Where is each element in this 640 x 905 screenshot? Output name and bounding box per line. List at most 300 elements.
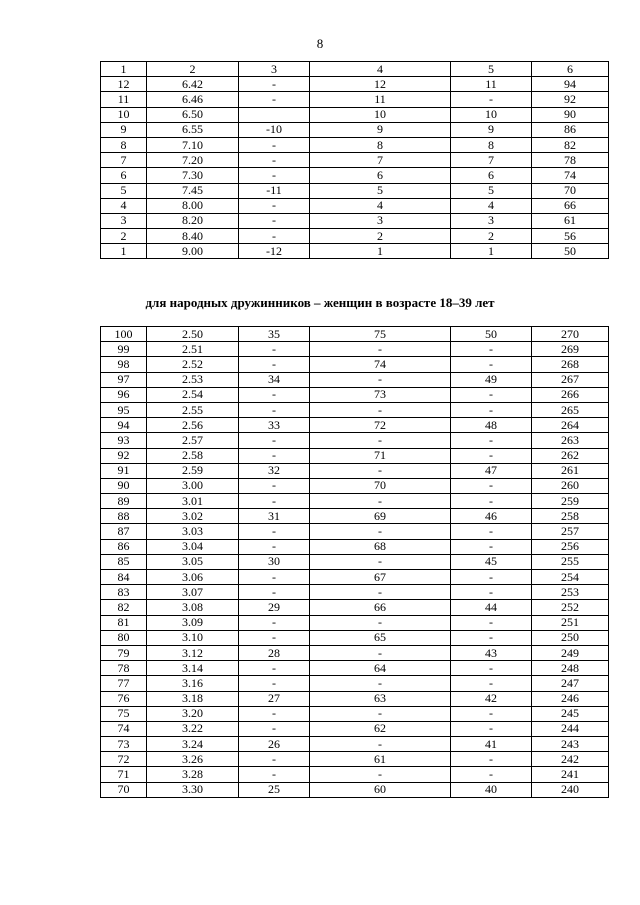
table-cell: 3.01 [147,494,239,509]
table-row [101,554,609,569]
table-cell: 95 [101,402,147,417]
table-cell: - [451,661,532,676]
table-cell: 88 [101,509,147,524]
table-cell: - [451,615,532,630]
table-cell: 27 [239,691,310,706]
table-row [101,327,609,342]
table-cell: 244 [532,721,609,736]
table-cell: 93 [101,433,147,448]
table-row [101,92,609,107]
table-cell: - [239,92,310,107]
table-cell: - [239,198,310,213]
table-row [101,372,609,387]
table-cell: 243 [532,737,609,752]
table-cell: 5 [101,183,147,198]
table-cell: 258 [532,509,609,524]
table-cell: 6.50 [147,107,239,122]
table-row [101,213,609,228]
table-cell: 2.55 [147,402,239,417]
table-cell: 11 [310,92,451,107]
table-cell: - [451,570,532,585]
table-cell: - [239,570,310,585]
table-cell: - [451,585,532,600]
table-cell: 1 [310,244,451,259]
table-cell: 7 [310,153,451,168]
table-cell: 25 [239,782,310,797]
table-cell: 246 [532,691,609,706]
table-cell: - [310,585,451,600]
table-row [101,737,609,752]
table-cell: 80 [101,630,147,645]
table-cell: 45 [451,554,532,569]
table-cell: 6 [310,168,451,183]
table-cell: - [239,752,310,767]
table-cell: 250 [532,630,609,645]
table-cell: - [239,630,310,645]
table-row [101,342,609,357]
table-cell: 35 [239,327,310,342]
table-cell: 73 [101,737,147,752]
table-cell: 10 [310,107,451,122]
table-cell: 84 [101,570,147,585]
table-cell: - [451,721,532,736]
table-cell: 64 [310,661,451,676]
table-cell: 6.46 [147,92,239,107]
table-cell: 9 [101,122,147,137]
table-cell: 70 [310,478,451,493]
table-cell: 259 [532,494,609,509]
table-cell: 86 [532,122,609,137]
table-row [101,122,609,137]
page-number: 8 [316,36,324,51]
table-cell: - [239,615,310,630]
table-cell: 3.12 [147,645,239,660]
table-cell: - [310,342,451,357]
table-cell: 44 [451,600,532,615]
table-row [101,782,609,797]
table-cell: - [239,539,310,554]
table-cell: 71 [310,448,451,463]
table-row [101,676,609,691]
table-cell: 3.06 [147,570,239,585]
table-cell: - [310,706,451,721]
table-cell: 3.08 [147,600,239,615]
table-cell: 42 [451,691,532,706]
table-cell: 3.26 [147,752,239,767]
table-cell: 34 [239,372,310,387]
table-cell: 261 [532,463,609,478]
table-row [101,387,609,402]
table-cell: 50 [451,327,532,342]
table-row [101,645,609,660]
table-cell: 41 [451,737,532,752]
table-cell: - [451,706,532,721]
table-cell: 1 [101,244,147,259]
table-cell: - [239,77,310,92]
table-cell: 3.22 [147,721,239,736]
table-cell: 3.04 [147,539,239,554]
header-cell: 2 [147,62,239,77]
table-cell: 3.10 [147,630,239,645]
table-cell: - [451,494,532,509]
results-table-top [100,61,609,259]
table-cell: - [451,478,532,493]
table-cell: 26 [239,737,310,752]
table-cell: - [239,229,310,244]
table-cell: 10 [101,107,147,122]
results-table-women-18-39 [100,326,609,798]
table-row [101,244,609,259]
header-cell: 4 [310,62,451,77]
table-cell: 4 [451,198,532,213]
table-cell: -12 [239,244,310,259]
table-cell: 77 [101,676,147,691]
table-cell: 72 [101,752,147,767]
table-cell: 1 [451,244,532,259]
table-cell: 92 [101,448,147,463]
table-cell: -11 [239,183,310,198]
table-cell: 3.00 [147,478,239,493]
table-cell: 61 [532,213,609,228]
table-cell: -10 [239,122,310,137]
table-cell: 29 [239,600,310,615]
table-row [101,661,609,676]
table-cell: - [239,168,310,183]
table-cell: - [310,463,451,478]
table-cell: 2.53 [147,372,239,387]
table-cell: 31 [239,509,310,524]
table-cell: - [451,92,532,107]
table-cell: - [451,752,532,767]
table-cell: 85 [101,554,147,569]
table-cell: 8 [101,137,147,152]
table-cell: 2 [101,229,147,244]
table-cell: 262 [532,448,609,463]
table-row [101,721,609,736]
table-cell [239,107,310,122]
table-cell: 255 [532,554,609,569]
table-cell: 62 [310,721,451,736]
table-cell: 67 [310,570,451,585]
table-cell: 70 [532,183,609,198]
table-cell: 270 [532,327,609,342]
table-row [101,183,609,198]
table-row [101,752,609,767]
table-row [101,630,609,645]
header-cell: 5 [451,62,532,77]
table-cell: - [451,524,532,539]
table-cell: 28 [239,645,310,660]
table-cell: 3 [451,213,532,228]
table-cell: - [310,554,451,569]
table-cell: - [239,402,310,417]
table-cell: 69 [310,509,451,524]
table-cell: 240 [532,782,609,797]
table-cell: 82 [532,137,609,152]
table-header-row [101,62,609,77]
table-row [101,570,609,585]
table-cell: - [310,372,451,387]
table-cell: - [451,433,532,448]
table-row [101,706,609,721]
table-cell: 3.02 [147,509,239,524]
table-cell: 98 [101,357,147,372]
table-cell: - [239,494,310,509]
table-row [101,402,609,417]
table-cell: 2.50 [147,327,239,342]
table-cell: 7.20 [147,153,239,168]
table-cell: 92 [532,92,609,107]
table-cell: 79 [101,645,147,660]
table-cell: 257 [532,524,609,539]
table-cell: 265 [532,402,609,417]
table-cell: 74 [532,168,609,183]
table-cell: 2.56 [147,418,239,433]
table-cell: 269 [532,342,609,357]
table-cell: 6 [101,168,147,183]
table-cell: 7.10 [147,137,239,152]
table-cell: 3.16 [147,676,239,691]
table-cell: 3.20 [147,706,239,721]
table-row [101,357,609,372]
table-cell: 3.09 [147,615,239,630]
table-row [101,198,609,213]
table-row [101,585,609,600]
table-cell: - [310,737,451,752]
table-cell: 3.30 [147,782,239,797]
table-cell: 33 [239,418,310,433]
table-row [101,229,609,244]
table-cell: - [239,342,310,357]
table-cell: - [451,539,532,554]
table-cell: 100 [101,327,147,342]
table-cell: 5 [310,183,451,198]
table-cell: 2.58 [147,448,239,463]
table-cell: - [239,524,310,539]
table-cell: 247 [532,676,609,691]
table-cell: - [239,433,310,448]
table-cell: 3.07 [147,585,239,600]
table-cell: 10 [451,107,532,122]
table-cell: 6.55 [147,122,239,137]
table-cell: 89 [101,494,147,509]
table-row [101,615,609,630]
table-cell: 4 [101,198,147,213]
table-cell: 268 [532,357,609,372]
table-cell: 12 [310,77,451,92]
table-cell: 11 [451,77,532,92]
table-cell: 249 [532,645,609,660]
table-row [101,600,609,615]
table-cell: 3.24 [147,737,239,752]
table-cell: 46 [451,509,532,524]
table-cell: - [239,585,310,600]
table-row [101,539,609,554]
table-cell: 75 [101,706,147,721]
table-cell: 68 [310,539,451,554]
table-cell: 11 [101,92,147,107]
table-cell: 94 [532,77,609,92]
table-cell: 75 [310,327,451,342]
table-cell: 2 [451,229,532,244]
table-cell: - [451,676,532,691]
table-cell: 9.00 [147,244,239,259]
table-cell: 30 [239,554,310,569]
table-cell: 6.42 [147,77,239,92]
table-cell: 245 [532,706,609,721]
table-cell: 96 [101,387,147,402]
table-cell: 65 [310,630,451,645]
table-cell: 73 [310,387,451,402]
table-row [101,448,609,463]
table-cell: 5 [451,183,532,198]
table-cell: 48 [451,418,532,433]
table-row [101,463,609,478]
table-cell: - [239,721,310,736]
table-cell: 254 [532,570,609,585]
table-cell: 91 [101,463,147,478]
table-cell: 97 [101,372,147,387]
table-cell: 7 [451,153,532,168]
table-cell: - [451,767,532,782]
table-row [101,433,609,448]
table-cell: 3 [310,213,451,228]
table-cell: 56 [532,229,609,244]
table-cell: 2.52 [147,357,239,372]
table-cell: - [310,402,451,417]
table-row [101,153,609,168]
table-cell: - [239,706,310,721]
table-cell: 3.18 [147,691,239,706]
table-row [101,691,609,706]
table-cell: 82 [101,600,147,615]
table-cell: 61 [310,752,451,767]
table-cell: - [451,342,532,357]
header-cell: 1 [101,62,147,77]
table-cell: 253 [532,585,609,600]
table-cell: 241 [532,767,609,782]
table-cell: 47 [451,463,532,478]
table-cell: - [239,137,310,152]
table-cell: 2.54 [147,387,239,402]
table-cell: 267 [532,372,609,387]
table-cell: 90 [101,478,147,493]
table-cell: 72 [310,418,451,433]
table-cell: 264 [532,418,609,433]
header-cell: 6 [532,62,609,77]
table-row [101,168,609,183]
table-cell: 8.40 [147,229,239,244]
table-cell: 8 [310,137,451,152]
table-cell: 2.51 [147,342,239,357]
table-row [101,767,609,782]
table-cell: 8.00 [147,198,239,213]
table-cell: - [310,645,451,660]
table-cell: 9 [451,122,532,137]
table-cell: - [310,767,451,782]
table-cell: 4 [310,198,451,213]
table-cell: 2 [310,229,451,244]
table-cell: 78 [101,661,147,676]
table-cell: 263 [532,433,609,448]
table-row [101,494,609,509]
table-cell: - [239,357,310,372]
table-cell: - [310,524,451,539]
table-cell: 7.30 [147,168,239,183]
table-cell: 3 [101,213,147,228]
table-cell: - [310,676,451,691]
table-cell: - [310,615,451,630]
table-row [101,77,609,92]
table-row [101,478,609,493]
table-cell: 78 [532,153,609,168]
table-cell: 3.03 [147,524,239,539]
table-cell: - [451,448,532,463]
table-cell: 43 [451,645,532,660]
table-cell: 49 [451,372,532,387]
table-cell: 99 [101,342,147,357]
table-cell: 74 [101,721,147,736]
table-cell: - [310,433,451,448]
table-cell: - [451,402,532,417]
table-cell: 248 [532,661,609,676]
table-cell: 81 [101,615,147,630]
table-cell: 8.20 [147,213,239,228]
table-row [101,137,609,152]
table-cell: 7.45 [147,183,239,198]
table-cell: - [239,676,310,691]
section-heading: для народных дружинников – женщин в возрасте 18–39 лет [145,295,495,310]
table-cell: 3.14 [147,661,239,676]
table-cell: - [451,387,532,402]
table-cell: 94 [101,418,147,433]
table-cell: - [239,448,310,463]
table-row [101,509,609,524]
table-row [101,107,609,122]
table-cell: 71 [101,767,147,782]
table-cell: - [239,661,310,676]
table-cell: - [239,387,310,402]
table-cell: 242 [532,752,609,767]
table-cell: 2.57 [147,433,239,448]
table-cell: 3.28 [147,767,239,782]
table-cell: 256 [532,539,609,554]
table-cell: 2.59 [147,463,239,478]
table-cell: 76 [101,691,147,706]
table-cell: 8 [451,137,532,152]
table-row [101,418,609,433]
table-cell: - [239,478,310,493]
table-cell: - [451,357,532,372]
table-row [101,524,609,539]
table-cell: 74 [310,357,451,372]
table-cell: 251 [532,615,609,630]
table-cell: 66 [532,198,609,213]
table-cell: 86 [101,539,147,554]
table-cell: 70 [101,782,147,797]
header-cell: 3 [239,62,310,77]
table-cell: - [239,213,310,228]
table-cell: 12 [101,77,147,92]
table-cell: 260 [532,478,609,493]
table-cell: 83 [101,585,147,600]
table-cell: 40 [451,782,532,797]
table-cell: - [310,494,451,509]
table-cell: 63 [310,691,451,706]
table-cell: 87 [101,524,147,539]
table-cell: 9 [310,122,451,137]
table-cell: 3.05 [147,554,239,569]
